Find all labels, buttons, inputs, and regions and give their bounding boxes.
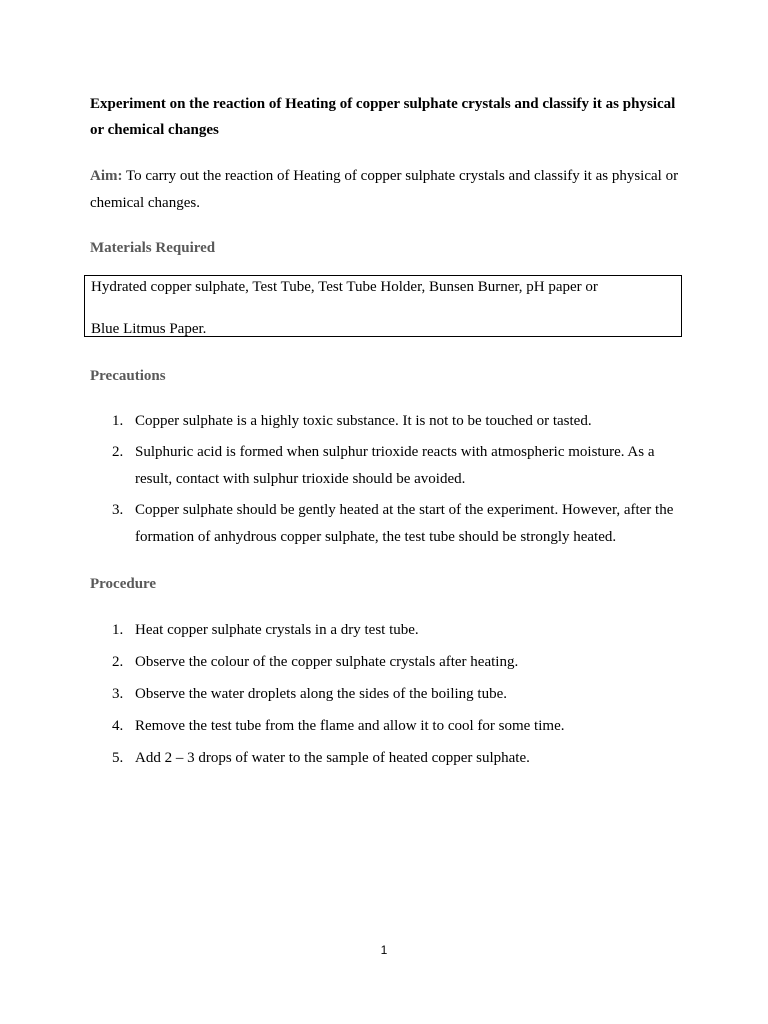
page-number: 1 <box>380 943 388 957</box>
list-item-text: Remove the test tube from the flame and allow it to cool for some time. <box>135 718 565 734</box>
precautions-heading: Precautions <box>90 368 166 384</box>
list-item-text: Add 2 – 3 drops of water to the sample of heated copper sulphate. <box>135 750 530 766</box>
list-item-text: Copper sulphate should be gently heated at the start of the experiment. However, after the formation of anhydrous copper sulphate, the test tube should be strongly heated. <box>135 502 674 545</box>
list-item <box>90 681 690 708</box>
list-item-text: Heat copper sulphate crystals in a dry test tube. <box>135 622 419 638</box>
list-item-text: Sulphuric acid is formed when sulphur trioxide reacts with atmospheric moisture. As a result, contact with sulphur trioxide should be avoided. <box>135 444 655 487</box>
document-title: Experiment on the reaction of Heating of copper sulphate crystals and classify it as physical or chemical changes <box>90 96 676 138</box>
list-item <box>90 713 690 740</box>
list-number: 3. <box>112 686 124 702</box>
list-item <box>90 408 690 435</box>
materials-box <box>84 275 682 337</box>
list-number: 3. <box>112 502 124 518</box>
list-item <box>90 497 690 551</box>
list-number: 1. <box>112 622 124 638</box>
procedure-list <box>90 617 690 777</box>
list-item-text: Observe the water droplets along the sides of the boiling tube. <box>135 686 507 702</box>
aim-text: To carry out the reaction of Heating of copper sulphate crystals and classify it as physical or chemical changes. <box>90 168 679 211</box>
list-number: 2. <box>112 444 124 460</box>
precautions-list <box>90 408 690 555</box>
materials-line-2: Blue Litmus Paper. <box>91 321 207 337</box>
aim-paragraph <box>90 163 690 217</box>
list-number: 4. <box>112 718 124 734</box>
procedure-heading: Procedure <box>90 576 157 592</box>
list-item-text: Copper sulphate is a highly toxic substance. It is not to be touched or tasted. <box>135 413 592 429</box>
list-number: 2. <box>112 654 124 670</box>
list-number: 1. <box>112 413 124 429</box>
list-item <box>90 439 690 493</box>
materials-heading: Materials Required <box>90 240 216 256</box>
aim-label: Aim: <box>90 168 123 184</box>
list-item-text: Observe the colour of the copper sulphate crystals after heating. <box>135 654 519 670</box>
list-item <box>90 745 690 772</box>
materials-line-1: Hydrated copper sulphate, Test Tube, Test Tube Holder, Bunsen Burner, pH paper or <box>91 279 598 295</box>
list-item <box>90 649 690 676</box>
list-number: 5. <box>112 750 124 766</box>
list-item <box>90 617 690 644</box>
